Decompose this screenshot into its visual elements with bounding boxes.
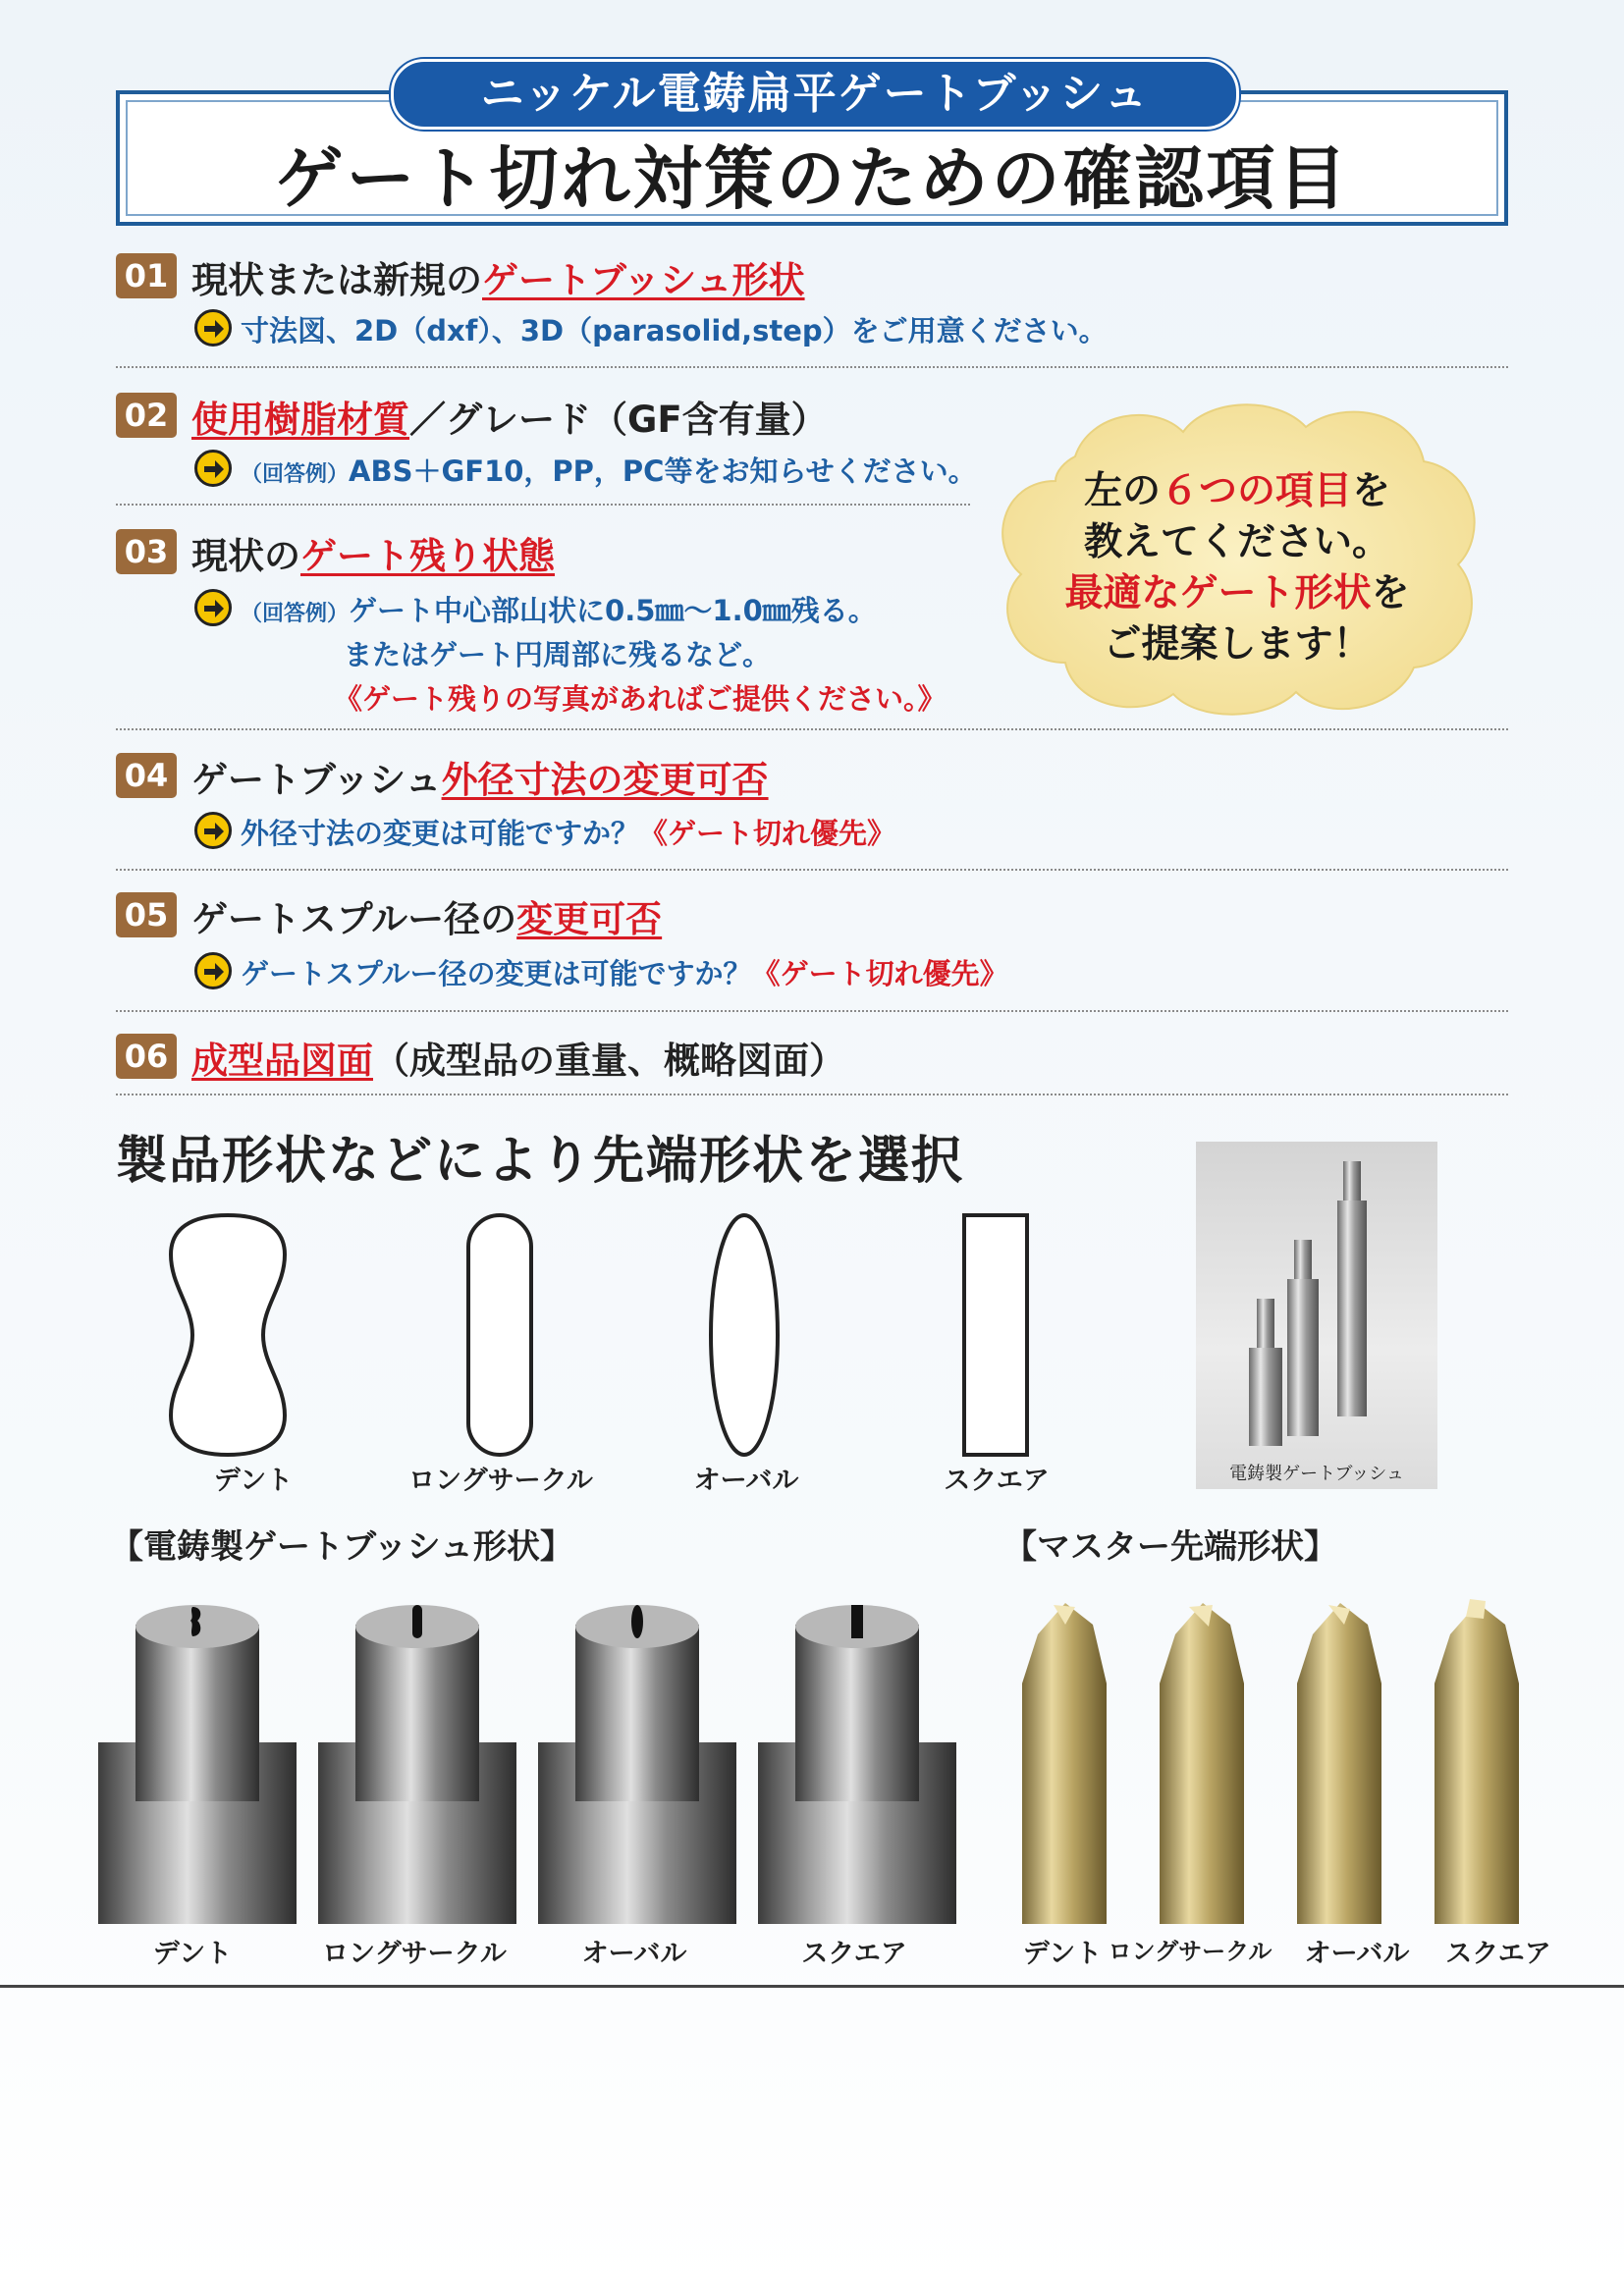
cloud-line-4: ご提案します！ bbox=[1103, 622, 1372, 667]
item-title-01 bbox=[191, 250, 805, 303]
item-title-text: ／グレード（GF含有量） bbox=[409, 399, 828, 441]
divider bbox=[116, 1094, 1508, 1095]
item-sub-03-line3: 《ゲート残りの写真があればご提供ください。》 bbox=[334, 682, 947, 716]
electroform-label-square: スクエア bbox=[801, 1939, 907, 1969]
electroform-bush-oval bbox=[538, 1605, 736, 1924]
item-title-text: ゲートスプルー径の bbox=[191, 898, 517, 940]
cloud-highlight: ６つの項目 bbox=[1160, 469, 1352, 513]
master-title: 【マスター先端形状】 bbox=[1003, 1527, 1337, 1567]
item-title-03 bbox=[191, 526, 555, 579]
item-title-highlight: ゲート残り状態 bbox=[300, 535, 555, 577]
item-sub-emphasis: 《ゲート切れ優先》 bbox=[639, 817, 896, 850]
item-number-02: 02 bbox=[116, 393, 177, 438]
arrow-right-icon bbox=[194, 952, 232, 989]
shape-heading: 製品形状などにより先端形状を選択 bbox=[116, 1131, 965, 1191]
item-title-highlight: 成型品図面 bbox=[191, 1040, 373, 1082]
bush-photo-drawing bbox=[1196, 1142, 1437, 1489]
item-sub-05 bbox=[241, 952, 1008, 992]
item-sub-02 bbox=[241, 450, 977, 490]
square-shape bbox=[964, 1215, 1027, 1455]
item-sub-03-line2: またはゲート円周部に残るなど。 bbox=[344, 638, 772, 671]
item-sub-03 bbox=[241, 589, 877, 629]
cloud-line-3 bbox=[982, 562, 1492, 617]
bush-photo bbox=[1196, 1142, 1437, 1489]
item-title-highlight: 外径寸法の変更可否 bbox=[441, 759, 769, 801]
item-sub-01: 寸法図、2D（dxf）、3D（parasolid,step）をご用意ください。 bbox=[241, 314, 1108, 347]
item-sub-text: ゲート中心部山状に0.5㎜～1.0㎜残る。 bbox=[349, 594, 877, 627]
electroform-label-dent: デント bbox=[152, 1939, 233, 1969]
callout-cloud bbox=[982, 388, 1492, 726]
item-number-03: 03 bbox=[116, 529, 177, 574]
answer-example-label: （回答例） bbox=[241, 602, 350, 626]
item-title-text: 現状または新規の bbox=[191, 259, 482, 301]
arrow-right-icon bbox=[194, 309, 232, 347]
bush-photo-caption: 電鋳製ゲートブッシュ bbox=[1229, 1464, 1404, 1484]
item-title-02 bbox=[191, 390, 828, 443]
electroform-title: 【電鋳製ゲートブッシュ形状】 bbox=[110, 1527, 573, 1567]
divider bbox=[116, 869, 1508, 871]
master-tip-square bbox=[1435, 1599, 1519, 1924]
shape-label-square: スクエア bbox=[944, 1466, 1050, 1496]
item-sub-text: 外径寸法の変更は可能ですか？ bbox=[241, 817, 640, 850]
electroform-bush-dent bbox=[98, 1605, 297, 1924]
electroform-label-oval: オーバル bbox=[581, 1939, 687, 1969]
dent-shape bbox=[171, 1215, 285, 1455]
cloud-highlight: 最適なゲート形状 bbox=[1064, 571, 1372, 615]
item-title-text: （成型品の重量、概略図面） bbox=[373, 1040, 845, 1082]
divider bbox=[116, 366, 1508, 368]
item-number-01: 01 bbox=[116, 253, 177, 298]
shape-label-dent: デント bbox=[213, 1466, 294, 1496]
item-title-highlight: ゲートブッシュ形状 bbox=[482, 259, 805, 301]
answer-example-label: （回答例） bbox=[241, 462, 350, 487]
item-title-text: 現状の bbox=[191, 535, 300, 577]
item-title-04 bbox=[191, 750, 769, 803]
long-circle-shape bbox=[468, 1215, 531, 1455]
master-tip-long-circle bbox=[1160, 1603, 1244, 1924]
electroform-photos bbox=[96, 1595, 956, 1924]
cloud-text: 左の bbox=[1083, 469, 1161, 513]
master-photos bbox=[1016, 1595, 1546, 1924]
arrow-right-icon bbox=[194, 589, 232, 626]
master-label-dent: デント bbox=[1022, 1939, 1103, 1969]
item-sub-emphasis: 《ゲート切れ優先》 bbox=[751, 957, 1008, 990]
item-title-06 bbox=[191, 1031, 845, 1084]
bottom-rule bbox=[0, 1985, 1624, 1988]
divider bbox=[116, 1010, 1508, 1012]
master-label-long-circle: ロングサークル bbox=[1108, 1938, 1272, 1965]
cloud-text: を bbox=[1371, 571, 1410, 615]
master-label-oval: オーバル bbox=[1304, 1939, 1410, 1969]
item-number-04: 04 bbox=[116, 753, 177, 798]
item-title-highlight: 変更可否 bbox=[516, 898, 663, 940]
arrow-right-icon bbox=[194, 450, 232, 487]
banner: ニッケル電鋳扁平ゲートブッシュ bbox=[391, 59, 1239, 130]
divider bbox=[116, 728, 1508, 730]
item-sub-text: ゲートスプルー径の変更は可能ですか？ bbox=[241, 957, 752, 990]
electroform-bush-long-circle bbox=[318, 1605, 516, 1924]
shape-outlines bbox=[118, 1207, 1100, 1463]
electroform-label-long-circle: ロングサークル bbox=[322, 1939, 507, 1969]
cloud-text: を bbox=[1352, 469, 1391, 513]
item-number-06: 06 bbox=[116, 1034, 177, 1079]
divider bbox=[116, 504, 970, 506]
cloud-line-2: 教えてください。 bbox=[1083, 520, 1390, 564]
master-tip-dent bbox=[1022, 1603, 1107, 1924]
item-number-05: 05 bbox=[116, 892, 177, 937]
arrow-right-icon bbox=[194, 812, 232, 849]
master-label-square: スクエア bbox=[1445, 1939, 1551, 1969]
item-title-highlight: 使用樹脂材質 bbox=[191, 399, 409, 441]
oval-shape bbox=[711, 1215, 778, 1455]
shape-label-long-circle: ロングサークル bbox=[408, 1466, 593, 1496]
item-title-text: ゲートブッシュ bbox=[191, 759, 442, 801]
shape-label-oval: オーバル bbox=[693, 1466, 799, 1496]
item-sub-04 bbox=[241, 812, 895, 852]
item-title-05 bbox=[191, 889, 662, 942]
electroform-bush-square bbox=[758, 1605, 956, 1924]
item-sub-text: ABS＋GF10，PP，PC等をお知らせください。 bbox=[349, 454, 977, 488]
master-tip-oval bbox=[1297, 1603, 1381, 1924]
page-title: ゲート切れ対策のための確認項目 bbox=[274, 138, 1350, 219]
cloud-line-1 bbox=[982, 460, 1492, 515]
